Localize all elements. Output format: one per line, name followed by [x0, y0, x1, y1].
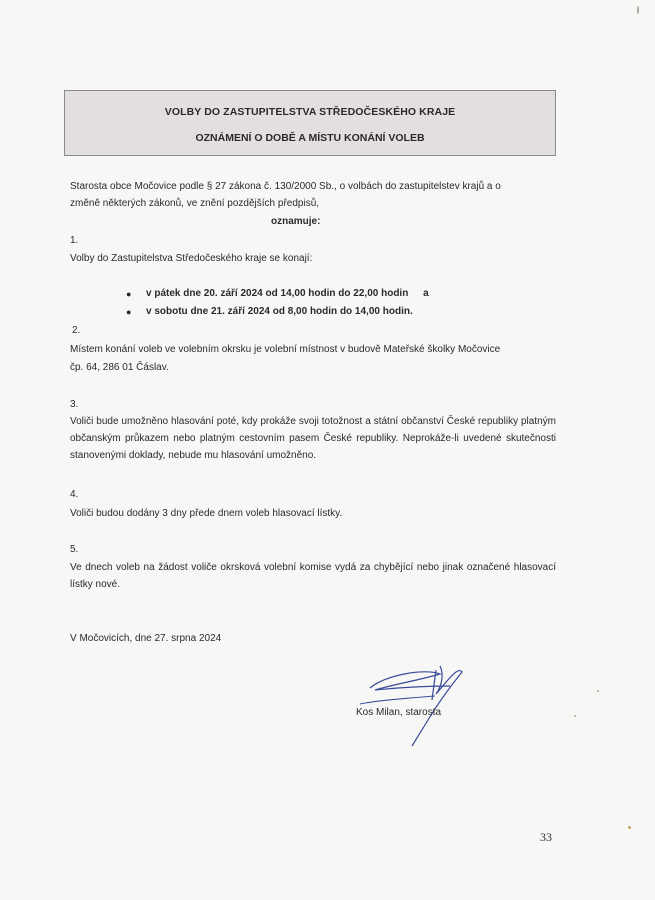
page-number: 33 [540, 830, 552, 844]
place-and-date: V Močovicích, dne 27. srpna 2024 [70, 633, 222, 644]
section-3-number: 3. [70, 399, 79, 410]
document-title: VOLBY DO ZASTUPITELSTVA STŘEDOČESKÉHO KRAJE [164, 106, 456, 118]
section-2-line-2: čp. 64, 286 01 Čáslav. [70, 362, 169, 373]
section-1-number: 1. [70, 235, 79, 246]
section-2-number: 2. [72, 325, 81, 336]
bullet-icon: ● [126, 289, 132, 299]
bullet-text: v sobotu dne 21. září 2024 od 8,00 hodin do 14,00 hodin. [146, 306, 413, 317]
section-4-text: Voliči budou dodány 3 dny přede dnem voleb hlasovací lístky. [70, 508, 343, 519]
bullet-text: v pátek dne 20. září 2024 od 14,00 hodin do 22,00 hodin [146, 288, 409, 299]
header-box [64, 90, 556, 156]
signer-name: Kos Milan, starosta [356, 707, 442, 718]
document-subtitle: OZNÁMENÍ O DOBĚ A MÍSTU KONÁNÍ VOLEB [195, 132, 425, 144]
scan-speck [574, 715, 576, 717]
section-5-text: Ve dnech voleb na žádost voliče okrsková volební komise vydá za chybějící nebo jinak označené hlasovací lístky nové. [70, 562, 556, 590]
section-5-number: 5. [70, 544, 79, 555]
section-2-line-1: Místem konání voleb ve volebním okrsku je volební místnost v budově Mateřské školky Močovice [70, 344, 501, 355]
intro-line-2: změně některých zákonů, ve znění pozdějších předpisů, [70, 198, 320, 209]
section-4-number: 4. [70, 489, 79, 500]
handwritten-signature [340, 660, 480, 750]
scan-speck [597, 690, 599, 692]
section-1-text: Volby do Zastupitelstva Středočeského kraje se konají: [70, 253, 313, 264]
bullet-item-friday [146, 288, 429, 299]
bullet-suffix: a [423, 288, 429, 299]
scan-speck [628, 826, 631, 829]
scan-speck [637, 6, 639, 14]
intro-line-1: Starosta obce Močovice podle § 27 zákona č. 130/2000 Sb., o volbách do zastupitelstev krajů a o [70, 181, 501, 192]
bullet-item-saturday [146, 306, 413, 317]
section-3-text: Voliči bude umožněno hlasování poté, kdy prokáže svoji totožnost a státní občanství České republiky platným občanským průkazem nebo platným cestovním pasem České republiky. Neprokáže-li uvedené skutečnosti stanovenými doklady, nebude mu hlasování umožněno. [70, 416, 556, 461]
announce-heading: oznamuje: [271, 216, 321, 227]
bullet-icon: ● [126, 307, 132, 317]
